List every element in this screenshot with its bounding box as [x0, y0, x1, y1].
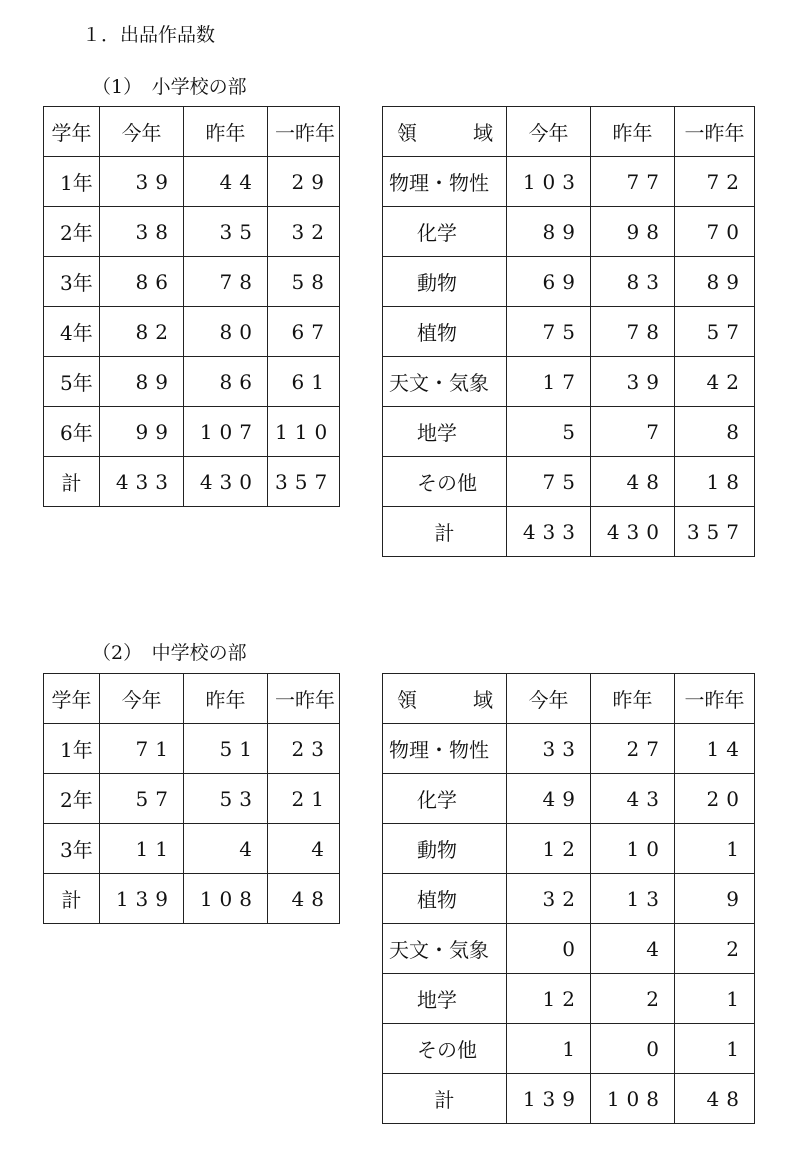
column-header: 一昨年 [268, 107, 340, 157]
count-cell: 67 [268, 307, 340, 357]
table-header-row [383, 107, 755, 157]
column-header: 今年 [507, 674, 591, 724]
table-row [383, 407, 755, 457]
count-cell: 18 [675, 457, 755, 507]
count-cell: 98 [591, 207, 675, 257]
count-cell: 12 [507, 824, 591, 874]
total-label: 計 [44, 874, 100, 924]
count-cell: 72 [675, 157, 755, 207]
field-column-header [383, 674, 507, 724]
field-header-right: 域 [473, 688, 493, 712]
table-row [383, 924, 755, 974]
count-cell: 44 [184, 157, 268, 207]
count-cell: 89 [675, 257, 755, 307]
count-cell: 27 [591, 724, 675, 774]
count-cell: 43 [591, 774, 675, 824]
field-label: 物理・物性 [383, 724, 507, 774]
count-cell: 12 [507, 974, 591, 1024]
field-label: 化学 [383, 207, 507, 257]
total-label: 計 [383, 507, 507, 557]
column-header: 今年 [100, 107, 184, 157]
count-cell: 75 [507, 307, 591, 357]
count-cell: 357 [675, 507, 755, 557]
count-cell: 13 [591, 874, 675, 924]
count-cell: 48 [591, 457, 675, 507]
count-cell: 77 [591, 157, 675, 207]
count-cell: 5 [507, 407, 591, 457]
count-cell: 21 [268, 774, 340, 824]
table-row [383, 507, 755, 557]
table-row [44, 307, 340, 357]
column-header: 学年 [44, 107, 100, 157]
count-cell: 2 [675, 924, 755, 974]
count-cell: 10 [591, 824, 675, 874]
field-label: その他 [383, 1024, 507, 1074]
count-cell: 75 [507, 457, 591, 507]
table-row [383, 357, 755, 407]
count-cell: 51 [184, 724, 268, 774]
count-cell: 14 [675, 724, 755, 774]
table-row [383, 307, 755, 357]
grade-label: 2年 [44, 207, 100, 257]
field-header-left: 領 [397, 688, 417, 712]
grade-label: 1年 [44, 724, 100, 774]
count-cell: 103 [507, 157, 591, 207]
count-cell: 32 [268, 207, 340, 257]
count-cell: 108 [184, 874, 268, 924]
table-row [383, 1024, 755, 1074]
table-row [44, 874, 340, 924]
table-row [383, 207, 755, 257]
elementary-grade-table [43, 106, 340, 507]
table-row [383, 724, 755, 774]
count-cell: 78 [184, 257, 268, 307]
count-cell: 38 [100, 207, 184, 257]
count-cell: 83 [591, 257, 675, 307]
field-header-left: 領 [397, 121, 417, 145]
table-row [44, 457, 340, 507]
count-cell: 33 [507, 724, 591, 774]
count-cell: 86 [184, 357, 268, 407]
table-row [44, 724, 340, 774]
count-cell: 4 [268, 824, 340, 874]
count-cell: 58 [268, 257, 340, 307]
count-cell: 53 [184, 774, 268, 824]
count-cell: 1 [675, 974, 755, 1024]
count-cell: 35 [184, 207, 268, 257]
count-cell: 107 [184, 407, 268, 457]
count-cell: 0 [591, 1024, 675, 1074]
field-label: 物理・物性 [383, 157, 507, 207]
column-header: 一昨年 [675, 107, 755, 157]
grade-label: 5年 [44, 357, 100, 407]
count-cell: 89 [507, 207, 591, 257]
count-cell: 8 [675, 407, 755, 457]
count-cell: 42 [675, 357, 755, 407]
grade-label: 3年 [44, 257, 100, 307]
count-cell: 9 [675, 874, 755, 924]
field-label: その他 [383, 457, 507, 507]
count-cell: 70 [675, 207, 755, 257]
count-cell: 99 [100, 407, 184, 457]
column-header: 昨年 [184, 674, 268, 724]
grade-label: 3年 [44, 824, 100, 874]
count-cell: 23 [268, 724, 340, 774]
count-cell: 86 [100, 257, 184, 307]
count-cell: 39 [100, 157, 184, 207]
column-header: 学年 [44, 674, 100, 724]
count-cell: 2 [591, 974, 675, 1024]
section-heading-junior: （2） 中学校の部 [92, 642, 247, 664]
count-cell: 69 [507, 257, 591, 307]
column-header: 昨年 [591, 674, 675, 724]
field-label: 植物 [383, 307, 507, 357]
field-label: 植物 [383, 874, 507, 924]
count-cell: 82 [100, 307, 184, 357]
grade-label: 4年 [44, 307, 100, 357]
count-cell: 29 [268, 157, 340, 207]
field-label: 天文・気象 [383, 357, 507, 407]
count-cell: 17 [507, 357, 591, 407]
section-heading-elementary: （1） 小学校の部 [92, 76, 247, 98]
table-row [44, 257, 340, 307]
column-header: 昨年 [184, 107, 268, 157]
count-cell: 11 [100, 824, 184, 874]
count-cell: 78 [591, 307, 675, 357]
total-label: 計 [44, 457, 100, 507]
field-label: 地学 [383, 974, 507, 1024]
count-cell: 139 [507, 1074, 591, 1124]
count-cell: 57 [100, 774, 184, 824]
table-row [44, 207, 340, 257]
field-header-right: 域 [473, 121, 493, 145]
count-cell: 4 [591, 924, 675, 974]
count-cell: 57 [675, 307, 755, 357]
count-cell: 20 [675, 774, 755, 824]
elementary-field-table [382, 106, 755, 557]
count-cell: 49 [507, 774, 591, 824]
junior-field-table [382, 673, 755, 1124]
table-header-row [44, 107, 340, 157]
junior-grade-table [43, 673, 340, 924]
table-row [383, 874, 755, 924]
table-row [44, 407, 340, 457]
column-header: 昨年 [591, 107, 675, 157]
count-cell: 433 [507, 507, 591, 557]
column-header: 今年 [100, 674, 184, 724]
table-header-row [44, 674, 340, 724]
field-label: 動物 [383, 824, 507, 874]
field-label: 化学 [383, 774, 507, 824]
total-label: 計 [383, 1074, 507, 1124]
count-cell: 7 [591, 407, 675, 457]
table-row [383, 257, 755, 307]
table-row [383, 157, 755, 207]
table-row [44, 824, 340, 874]
table-row [383, 774, 755, 824]
table-row [44, 357, 340, 407]
count-cell: 0 [507, 924, 591, 974]
count-cell: 4 [184, 824, 268, 874]
count-cell: 89 [100, 357, 184, 407]
count-cell: 39 [591, 357, 675, 407]
table-row [383, 824, 755, 874]
column-header: 一昨年 [675, 674, 755, 724]
count-cell: 430 [184, 457, 268, 507]
field-label: 地学 [383, 407, 507, 457]
table-row [44, 774, 340, 824]
count-cell: 430 [591, 507, 675, 557]
count-cell: 32 [507, 874, 591, 924]
table-row [383, 457, 755, 507]
column-header: 一昨年 [268, 674, 340, 724]
table-row [383, 1074, 755, 1124]
grade-label: 1年 [44, 157, 100, 207]
count-cell: 433 [100, 457, 184, 507]
count-cell: 1 [507, 1024, 591, 1074]
count-cell: 357 [268, 457, 340, 507]
count-cell: 61 [268, 357, 340, 407]
count-cell: 48 [675, 1074, 755, 1124]
count-cell: 108 [591, 1074, 675, 1124]
count-cell: 80 [184, 307, 268, 357]
count-cell: 139 [100, 874, 184, 924]
table-row [44, 157, 340, 207]
grade-label: 6年 [44, 407, 100, 457]
count-cell: 48 [268, 874, 340, 924]
table-header-row [383, 674, 755, 724]
count-cell: 1 [675, 824, 755, 874]
page-title: １．出品作品数 [82, 24, 216, 46]
grade-label: 2年 [44, 774, 100, 824]
field-label: 動物 [383, 257, 507, 307]
count-cell: 1 [675, 1024, 755, 1074]
field-label: 天文・気象 [383, 924, 507, 974]
count-cell: 71 [100, 724, 184, 774]
column-header: 今年 [507, 107, 591, 157]
count-cell: 110 [268, 407, 340, 457]
table-row [383, 974, 755, 1024]
field-column-header [383, 107, 507, 157]
